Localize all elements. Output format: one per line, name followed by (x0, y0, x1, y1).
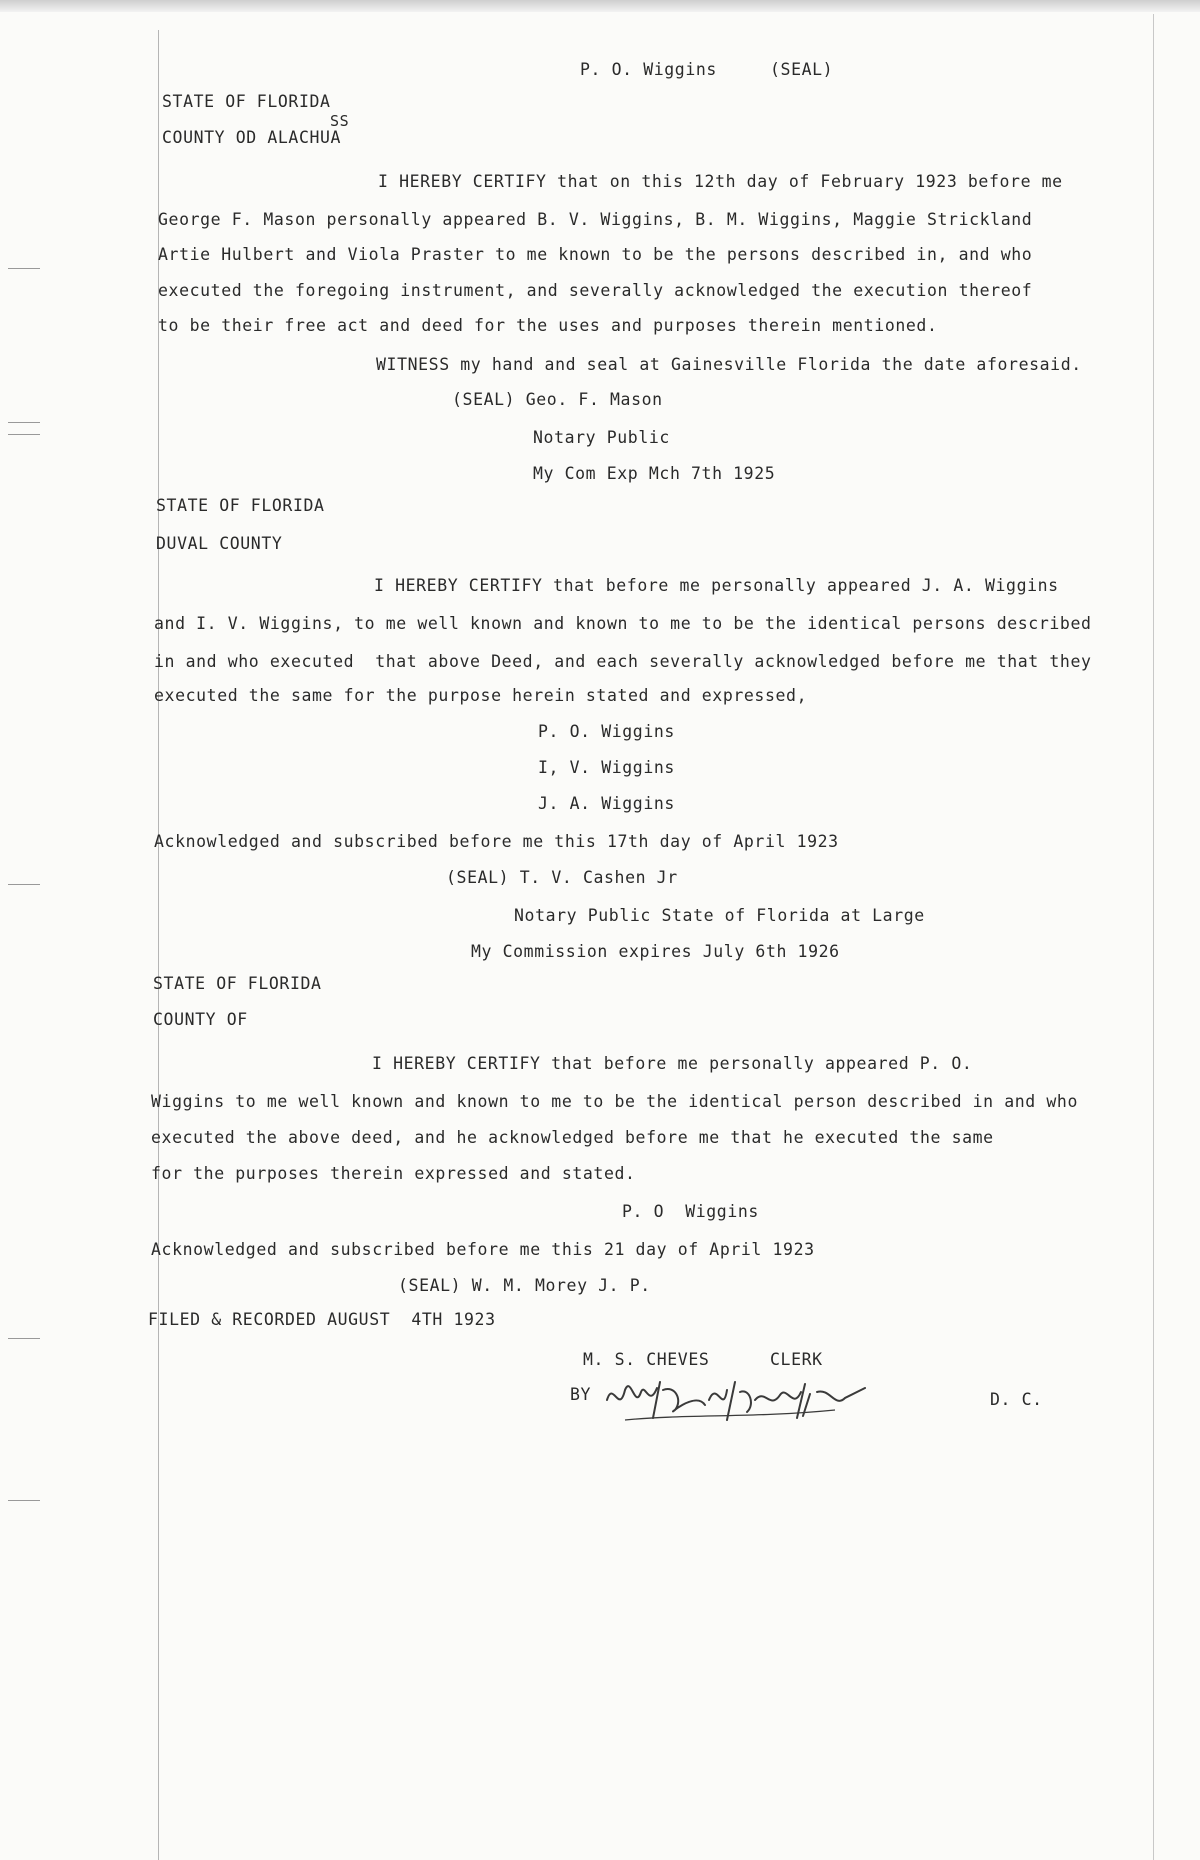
block1-line: George F. Mason personally appeared B. V. Wiggins, B. M. Wiggins, Maggie Strickland (158, 210, 1033, 229)
block2-line: in and who executed that above Deed, and each severally acknowledged before me that they (154, 652, 1092, 671)
block2-notary-sig: (SEAL) T. V. Cashen Jr (446, 868, 678, 887)
handwritten-signature (605, 1370, 885, 1430)
margin-tick (8, 422, 40, 423)
block3-line: for the purposes therein expressed and stated. (151, 1164, 636, 1183)
margin-tick (8, 268, 40, 269)
block1-county: COUNTY OD ALACHUA (162, 128, 342, 147)
block3-notary-sig: (SEAL) W. M. Morey J. P. (398, 1276, 651, 1295)
block1-line: executed the foregoing instrument, and severally acknowledged the execution thereof (158, 281, 1033, 300)
header-signer: P. O. Wiggins (580, 60, 717, 79)
right-page-edge (1153, 14, 1154, 1860)
block3-state: STATE OF FLORIDA (153, 974, 322, 993)
block1-witness: WITNESS my hand and seal at Gainesville Florida the date aforesaid. (376, 355, 1082, 374)
clerk-name: M. S. CHEVES (583, 1350, 710, 1369)
block1-line: to be their free act and deed for the uses and purposes therein mentioned. (158, 316, 938, 335)
block2-line: I HEREBY CERTIFY that before me personally appeared J. A. Wiggins (374, 576, 1059, 595)
block2-notary-title: Notary Public State of Florida at Large (514, 906, 925, 925)
block1-notary-exp: My Com Exp Mch 7th 1925 (533, 464, 776, 483)
block2-notary-exp: My Commission expires July 6th 1926 (471, 942, 840, 961)
block3-signer: P. O Wiggins (622, 1202, 759, 1221)
block1-notary-sig: (SEAL) Geo. F. Mason (452, 390, 663, 409)
block2-signer: P. O. Wiggins (538, 722, 675, 741)
header-seal: (SEAL) (770, 60, 834, 79)
block2-ack: Acknowledged and subscribed before me this 17th day of April 1923 (154, 832, 839, 851)
clerk-dc: D. C. (990, 1390, 1043, 1409)
block1-state: STATE OF FLORIDA (162, 92, 331, 111)
block2-line: and I. V. Wiggins, to me well known and known to me to be the identical persons described (154, 614, 1092, 633)
clerk-title: CLERK (770, 1350, 823, 1369)
block1-line: I HEREBY CERTIFY that on this 12th day of February 1923 before me (378, 172, 1063, 191)
block1-notary-title: Notary Public (533, 428, 670, 447)
block3-line: I HEREBY CERTIFY that before me personally appeared P. O. (372, 1054, 973, 1073)
block3-line: Wiggins to me well known and known to me to be the identical person described in and who (151, 1092, 1078, 1111)
margin-tick (8, 1338, 40, 1339)
block3-filed: FILED & RECORDED AUGUST 4TH 1923 (148, 1310, 496, 1329)
clerk-by: BY (570, 1385, 592, 1404)
block1-line: Artie Hulbert and Viola Praster to me known to be the persons described in, and who (158, 245, 1033, 264)
margin-tick (8, 434, 40, 435)
block3-county: COUNTY OF (153, 1010, 248, 1029)
margin-tick (8, 1500, 40, 1501)
block2-signer: J. A. Wiggins (538, 794, 675, 813)
block2-signer: I, V. Wiggins (538, 758, 675, 777)
block3-ack: Acknowledged and subscribed before me this 21 day of April 1923 (151, 1240, 815, 1259)
left-margin-line (158, 30, 159, 1860)
page-top-edge (0, 0, 1200, 12)
margin-tick (8, 884, 40, 885)
block2-state: STATE OF FLORIDA (156, 496, 325, 515)
block2-county: DUVAL COUNTY (156, 534, 283, 553)
block2-line: executed the same for the purpose herein stated and expressed, (154, 686, 808, 705)
block1-ss: SS (330, 112, 350, 130)
block3-line: executed the above deed, and he acknowledged before me that he executed the same (151, 1128, 994, 1147)
